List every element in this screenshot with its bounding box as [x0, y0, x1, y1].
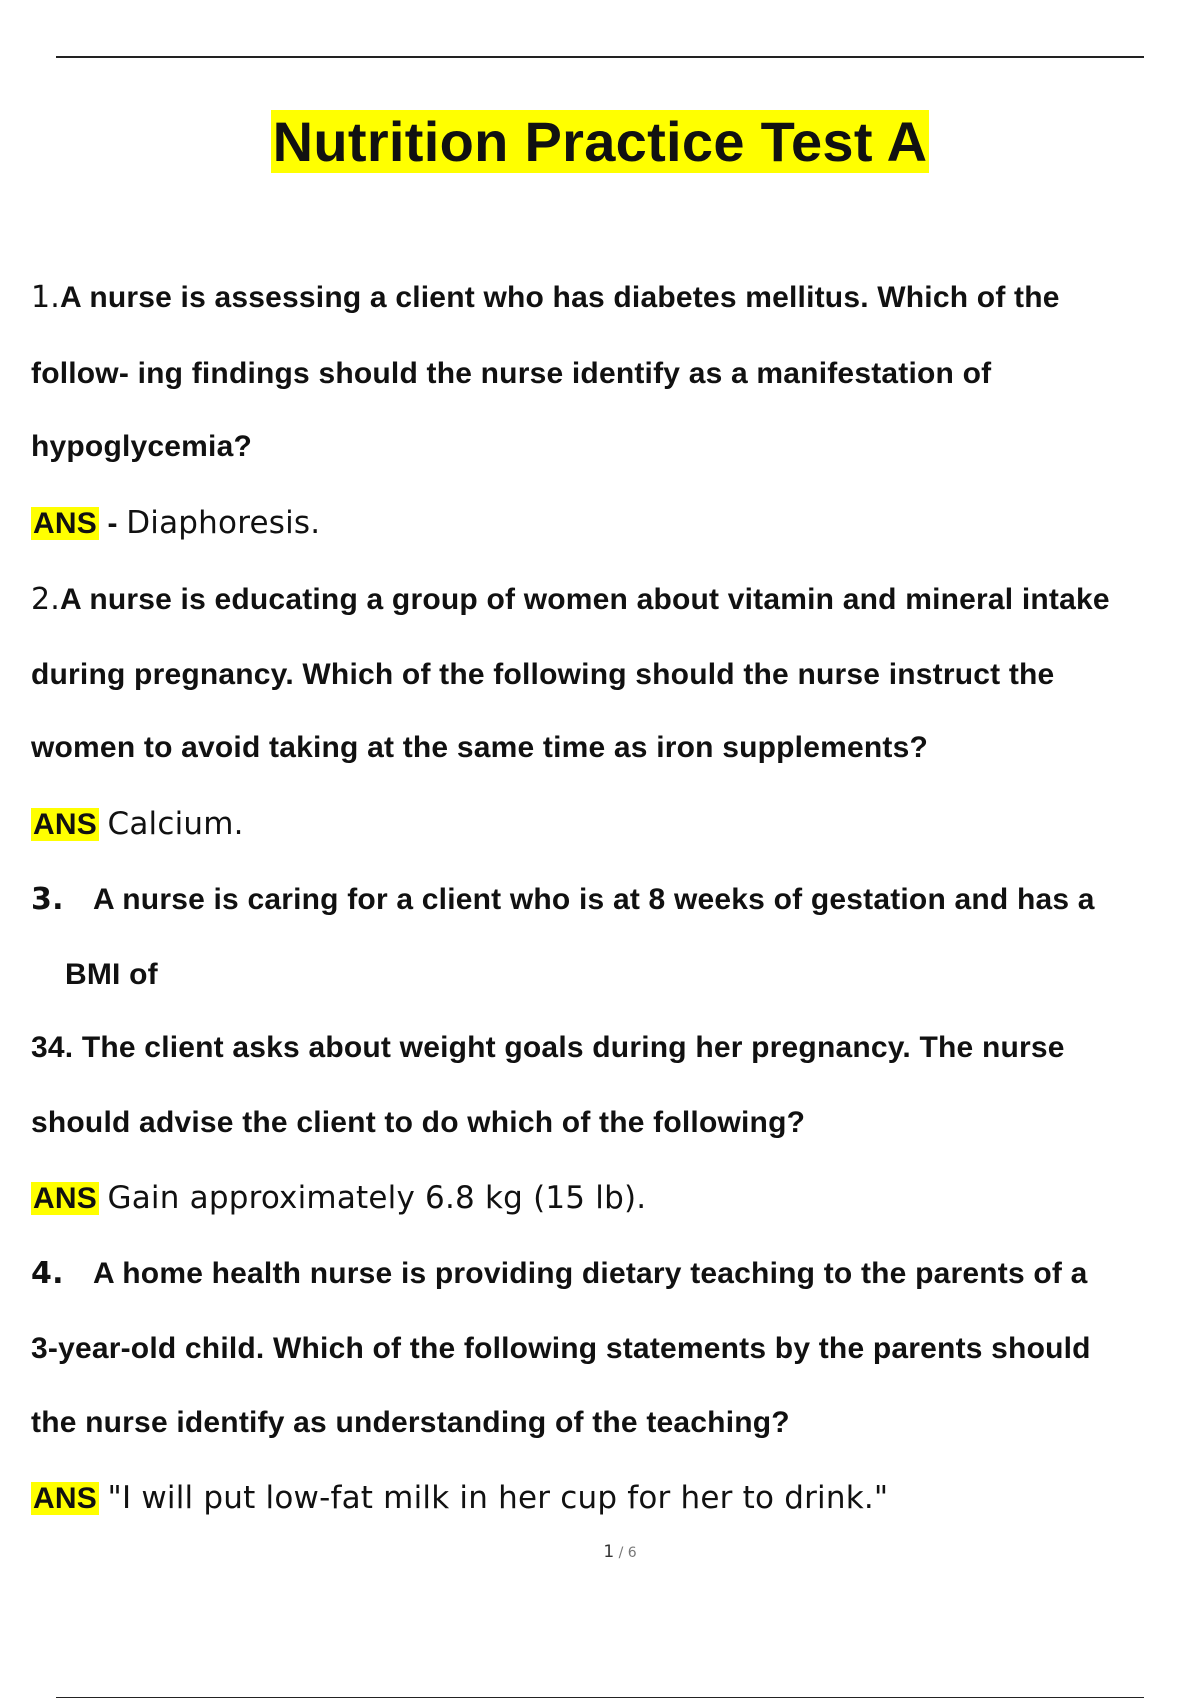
page-total: 6: [627, 1545, 637, 1561]
question-1-text-3: hypoglycemia?: [31, 430, 252, 463]
question-2-line-1: [31, 582, 1110, 617]
question-3-line-2: [65, 958, 158, 992]
question-4-text-2: 3-year-old child. Which of the following statements by the parents should: [31, 1332, 1091, 1365]
question-3-line-3: [31, 1031, 1065, 1065]
page-separator: /: [614, 1545, 628, 1561]
question-2-line-2: [31, 658, 1054, 692]
question-2-text-1: A nurse is educating a group of women about vitamin and mineral intake: [60, 583, 1110, 616]
bottom-rule: [56, 1697, 1144, 1698]
question-1-line-3: [31, 430, 252, 464]
answer-3-label: ANS: [33, 1182, 97, 1215]
answer-4-text: "I will put low-fat milk in her cup for her to drink.": [107, 1480, 889, 1516]
answer-1-separator: -: [98, 507, 127, 540]
question-4-line-1: [31, 1256, 1088, 1291]
question-3-text-3: 34. The client asks about weight goals during her pregnancy. The nurse: [31, 1031, 1065, 1064]
answer-1-text: Diaphoresis.: [126, 505, 321, 541]
question-3-text-2: BMI of: [65, 958, 158, 991]
answer-4-label: ANS: [33, 1482, 97, 1515]
question-3-number: 3.: [31, 882, 64, 917]
question-4-line-3: [31, 1406, 790, 1440]
answer-1: [31, 505, 320, 541]
answer-3: [31, 1180, 646, 1216]
question-3-text-1: A nurse is caring for a client who is at 8 weeks of gestation and has a: [93, 883, 1095, 916]
page-title-text: Nutrition Practice Test A: [272, 110, 928, 173]
answer-4: [31, 1480, 888, 1516]
question-1-text-1: A nurse is assessing a client who has diabetes mellitus. Which of the: [60, 281, 1060, 314]
question-2-text-2: during pregnancy. Which of the following should the nurse instruct the: [31, 658, 1055, 691]
answer-2: [31, 806, 244, 842]
question-1-text-2: follow- ing findings should the nurse identify as a manifestation of: [31, 357, 992, 390]
page-title: [0, 108, 1200, 176]
question-4-number: 4.: [31, 1256, 64, 1291]
question-4-line-2: [31, 1332, 1091, 1366]
question-2-text-3: women to avoid taking at the same time as iron supplements?: [31, 731, 928, 764]
question-1-line-1: [31, 280, 1060, 315]
page-number: 1: [603, 1542, 615, 1562]
question-4-text-1: A home health nurse is providing dietary teaching to the parents of a: [93, 1257, 1088, 1290]
question-3-text-4: should advise the client to do which of the following?: [31, 1106, 806, 1139]
answer-2-text: Calcium.: [107, 806, 244, 842]
top-rule: [56, 56, 1144, 58]
question-2-line-3: [31, 731, 928, 765]
page-footer: [0, 1542, 1200, 1562]
answer-1-label: ANS: [33, 507, 97, 540]
question-3-line-4: [31, 1106, 805, 1140]
question-1-line-2: [31, 357, 991, 391]
answer-2-label: ANS: [33, 808, 97, 841]
question-4-text-3: the nurse identify as understanding of the teaching?: [31, 1406, 790, 1439]
question-3-line-1: [31, 882, 1095, 917]
question-1-number: 1.: [31, 280, 61, 315]
answer-3-text: Gain approximately 6.8 kg (15 lb).: [107, 1180, 647, 1216]
question-2-number: 2.: [31, 582, 61, 617]
